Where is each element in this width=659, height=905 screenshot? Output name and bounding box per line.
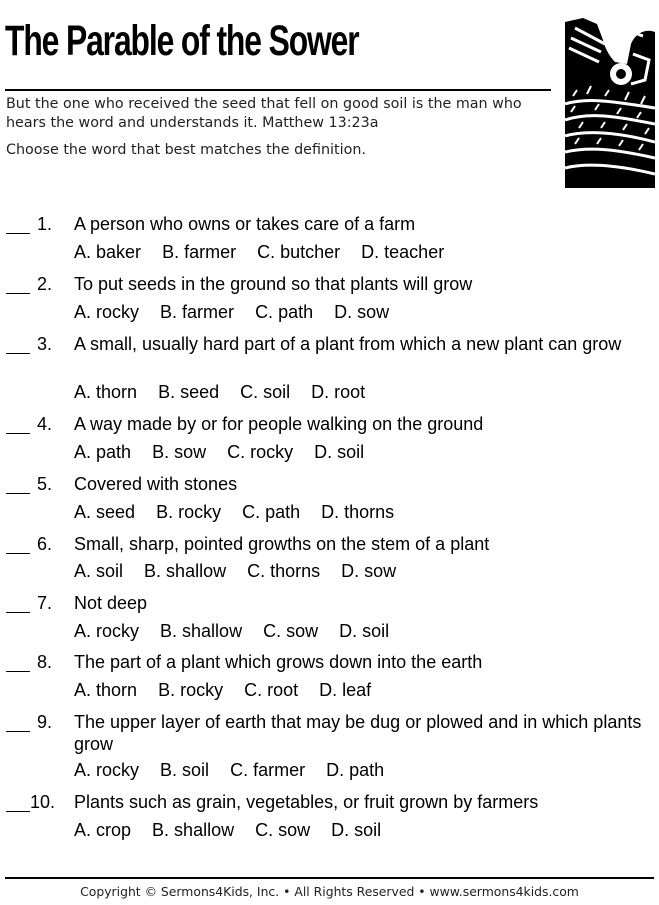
answer-blank[interactable]: [6, 671, 30, 672]
answer-options: [74, 501, 410, 523]
option-b: B. soil: [160, 760, 210, 780]
question-number: 1.: [36, 214, 52, 234]
question-definition: Covered with stones: [74, 474, 238, 494]
option-d: D. soil: [339, 621, 390, 641]
question-number: 10.: [30, 792, 56, 812]
copyright-footer: Copyright © Sermons4Kids, Inc. • All Rights Reserved • www.sermons4kids.com: [80, 884, 579, 899]
question-item: [0, 592, 659, 648]
option-c: C. rocky: [227, 442, 294, 462]
answer-options: [74, 241, 460, 263]
option-d: D. sow: [341, 561, 397, 581]
sower-woodcut-icon: [565, 4, 655, 188]
question-item: [0, 473, 659, 529]
question-number: 9.: [36, 712, 52, 732]
option-c: C. butcher: [257, 242, 341, 262]
scripture-verse: But the one who received the seed that fell on good soil is the man who hears the word and understands it. Matthew 13:23a: [6, 96, 522, 131]
option-a: A. path: [74, 442, 132, 462]
option-c: C. root: [244, 680, 299, 700]
question-number: 8.: [36, 652, 52, 672]
question-number: 3.: [36, 334, 52, 354]
option-a: A. seed: [74, 502, 136, 522]
question-number: 5.: [36, 474, 52, 494]
option-b: B. shallow: [144, 561, 227, 581]
option-a: A. rocky: [74, 621, 140, 641]
question-definition: To put seeds in the ground so that plants will grow: [74, 274, 473, 294]
question-item: [0, 413, 659, 469]
answer-blank[interactable]: [6, 433, 30, 434]
option-a: A. baker: [74, 242, 142, 262]
answer-options: [74, 679, 387, 701]
question-definition: Not deep: [74, 593, 148, 613]
option-d: D. path: [326, 760, 385, 780]
question-definition: A small, usually hard part of a plant from which a new plant can grow: [74, 334, 622, 354]
page-title: The Parable of the Sower: [5, 17, 359, 65]
question-number: 7.: [36, 593, 52, 613]
answer-options: [74, 620, 405, 642]
option-a: A. rocky: [74, 760, 140, 780]
instructions: Choose the word that best matches the definition.: [6, 142, 366, 158]
option-b: B. sow: [152, 442, 207, 462]
question-item: [0, 533, 659, 589]
answer-options: [74, 301, 405, 323]
option-b: B. farmer: [160, 302, 235, 322]
question-definition: A way made by or for people walking on the ground: [74, 414, 484, 434]
option-b: B. farmer: [162, 242, 237, 262]
option-d: D. sow: [334, 302, 390, 322]
question-item: [0, 791, 659, 847]
answer-options: [74, 819, 397, 841]
option-c: C. sow: [255, 820, 311, 840]
question-definition: The part of a plant which grows down into the earth: [74, 652, 483, 672]
answer-options: [74, 441, 380, 463]
option-b: B. shallow: [160, 621, 243, 641]
option-c: C. path: [242, 502, 301, 522]
question-number: 6.: [36, 534, 52, 554]
question-item: [0, 333, 659, 407]
footer-divider: [5, 877, 654, 879]
option-a: A. soil: [74, 561, 124, 581]
option-b: B. rocky: [156, 502, 222, 522]
option-d: D. root: [311, 382, 366, 402]
question-item: [0, 213, 659, 269]
question-number: 4.: [36, 414, 52, 434]
answer-blank[interactable]: [6, 612, 30, 613]
option-c: C. path: [255, 302, 314, 322]
option-b: B. shallow: [152, 820, 235, 840]
option-c: C. farmer: [230, 760, 306, 780]
option-c: C. thorns: [247, 561, 321, 581]
option-d: D. thorns: [321, 502, 395, 522]
option-b: B. rocky: [158, 680, 224, 700]
option-b: B. seed: [158, 382, 220, 402]
question-definition: Small, sharp, pointed growths on the stem of a plant: [74, 534, 490, 554]
answer-options: [74, 759, 400, 781]
option-d: D. soil: [331, 820, 382, 840]
answer-blank[interactable]: [6, 493, 30, 494]
answer-options: [74, 560, 412, 582]
option-d: D. teacher: [361, 242, 445, 262]
answer-blank[interactable]: [6, 811, 30, 812]
answer-blank[interactable]: [6, 233, 30, 234]
question-definition: The upper layer of earth that may be dug or plowed and in which plants grow: [74, 712, 642, 754]
option-a: A. rocky: [74, 302, 140, 322]
question-number: 2.: [36, 274, 52, 294]
question-item: [0, 651, 659, 707]
option-a: A. thorn: [74, 680, 138, 700]
option-d: D. soil: [314, 442, 365, 462]
option-c: C. sow: [263, 621, 319, 641]
option-d: D. leaf: [319, 680, 372, 700]
answer-blank[interactable]: [6, 293, 30, 294]
question-item: [0, 273, 659, 329]
question-item: [0, 711, 659, 785]
question-definition: A person who owns or takes care of a farm: [74, 214, 416, 234]
answer-blank[interactable]: [6, 553, 30, 554]
option-a: A. thorn: [74, 382, 138, 402]
answer-blank[interactable]: [6, 353, 30, 354]
question-definition: Plants such as grain, vegetables, or fruit grown by farmers: [74, 792, 539, 812]
title-underline: [5, 89, 551, 91]
answer-blank[interactable]: [6, 731, 30, 732]
answer-options: [74, 381, 381, 403]
option-c: C. soil: [240, 382, 291, 402]
option-a: A. crop: [74, 820, 132, 840]
